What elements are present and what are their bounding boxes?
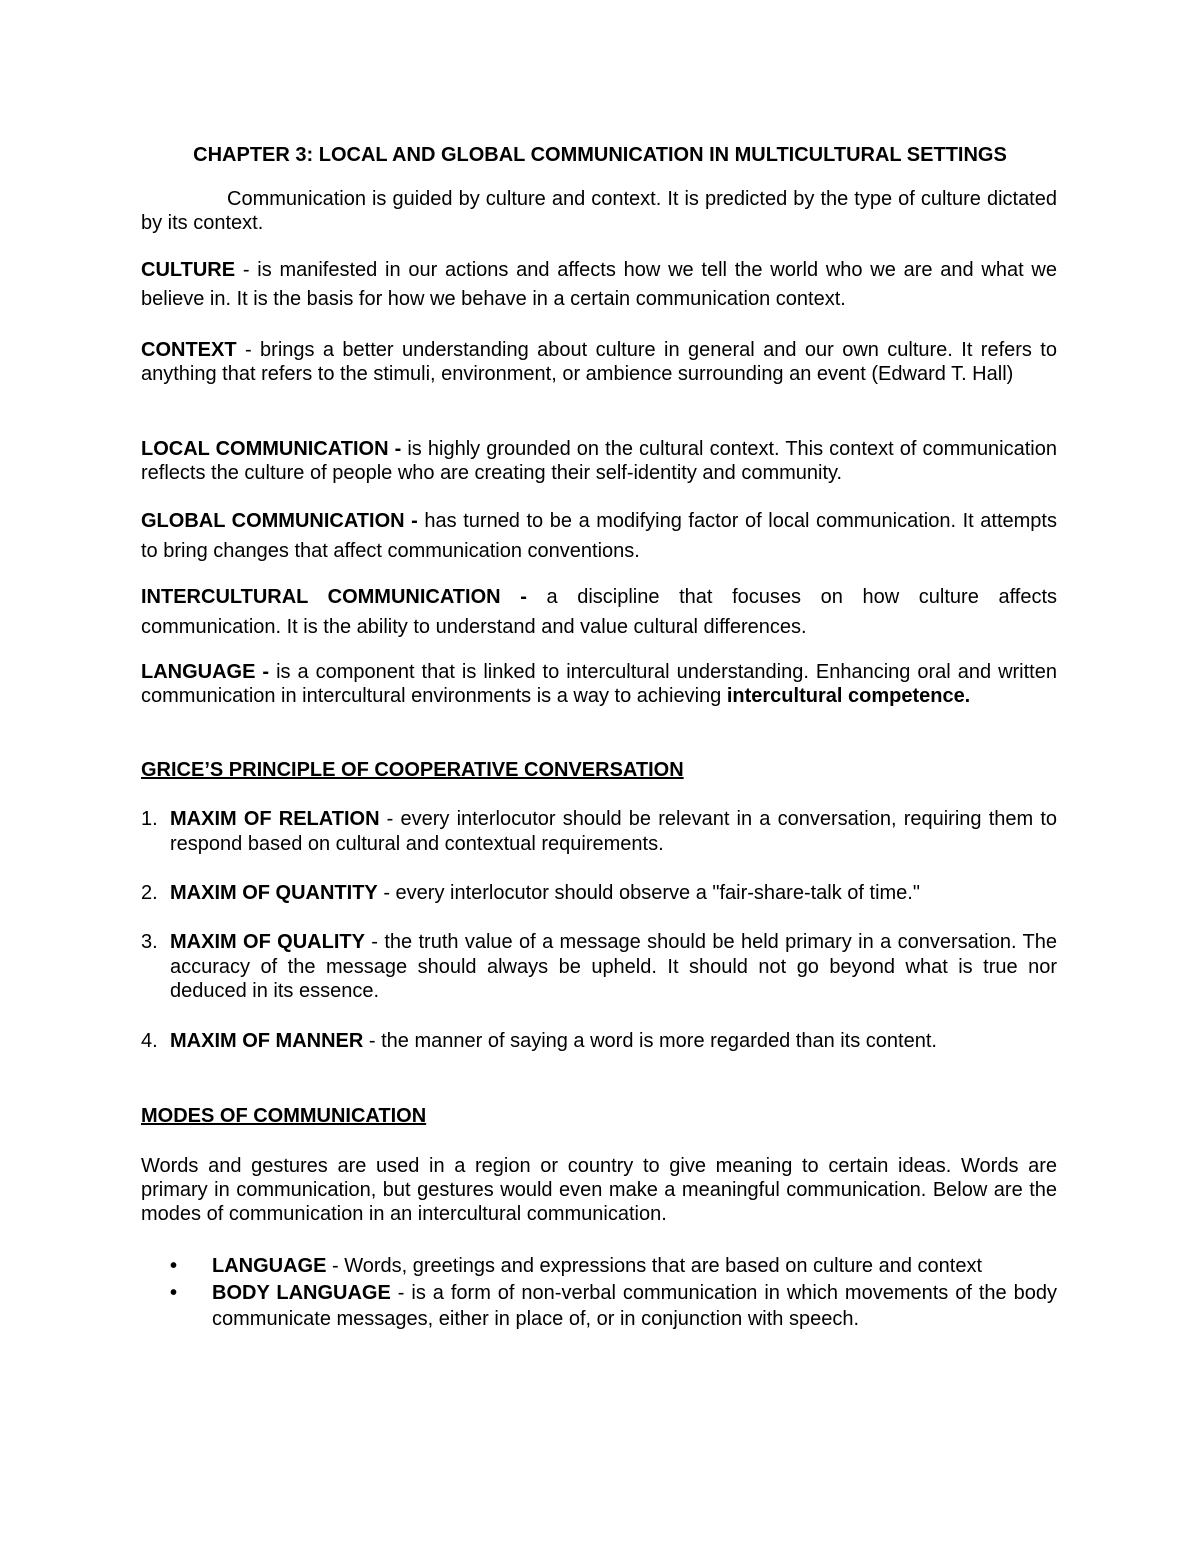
maxim-text: - every interlocutor should be relevant in a conversation, requiring them to respond based on cultural and contextual requirements. xyxy=(170,808,1058,855)
maxim-text: - the truth value of a message should be held primary in a conversation. The accuracy of the message should always be upheld. It should not go beyond what is true nor deduced in its essence. xyxy=(170,931,1057,1002)
mode-term: BODY LANGUAGE xyxy=(212,1282,391,1304)
definition-text: has turned to be a modifying factor of local communication. It attempts to bring changes that affect communication conventions. xyxy=(141,510,1057,562)
intro-paragraph: Communication is guided by culture and context. It is predicted by the type of culture dictated by its context. xyxy=(141,188,1057,234)
definition-global-communication xyxy=(141,506,1057,566)
definition-local-communication xyxy=(141,437,1057,485)
modes-paragraph: Words and gestures are used in a region or country to give meaning to certain ideas. Words are primary in communication, but gestures would even make a meaningful communication. Below are the modes of communication in an intercultural communication. xyxy=(141,1155,1057,1225)
definition-text: brings a better understanding about culture in general and our own culture. It refers to anything that refers to the stimuli, environment, or ambience surrounding an event (Edward T. Hall) xyxy=(141,339,1057,385)
item-number: 4. xyxy=(141,1030,158,1052)
chapter-title: CHAPTER 3: LOCAL AND GLOBAL COMMUNICATION IN MULTICULTURAL SETTINGS xyxy=(193,144,1007,166)
term-global-communication: GLOBAL COMMUNICATION - xyxy=(141,510,418,532)
mode-bullet-item xyxy=(170,1253,1057,1279)
bullet-icon: • xyxy=(170,1282,178,1304)
term-local-communication: LOCAL COMMUNICATION - xyxy=(141,438,402,460)
maxim-item xyxy=(141,930,1057,1004)
grice-heading: GRICE’S PRINCIPLE OF COOPERATIVE CONVERSATION xyxy=(141,759,684,781)
maxim-term: MAXIM OF QUALITY xyxy=(170,931,365,953)
definition-context: CONTEXT - brings a better understanding about culture in general and our own culture. It refers to anything that refers to the stimuli, environment, or ambience surrounding an event (Edward T. Hall) xyxy=(141,339,1057,385)
mode-term: LANGUAGE xyxy=(212,1255,327,1277)
term-context: CONTEXT xyxy=(141,339,237,361)
maxim-item xyxy=(141,881,1057,906)
maxim-item xyxy=(141,807,1057,856)
modes-heading: MODES OF COMMUNICATION xyxy=(141,1105,427,1127)
mode-text: - is a form of non-verbal communication in which movements of the body communicate messages, either in place of, or in conjunction with speech. xyxy=(212,1282,1058,1330)
definition-language xyxy=(141,660,1057,708)
definition-text: is manifested in our actions and affects how we tell the world who we are and what we believe in. It is the basis for how we behave in a certain communication context. xyxy=(141,259,1057,310)
definition-text: a discipline that focuses on how culture affects communication. It is the ability to understand and value cultural differences. xyxy=(141,586,1058,638)
mode-bullet-item xyxy=(170,1280,1057,1332)
definition-intercultural-communication xyxy=(141,582,1057,642)
item-number: 2. xyxy=(141,882,158,904)
definition-culture: CULTURE - is manifested in our actions and affects how we tell the world who we are and what we believe in. It is the basis for how we behave in a certain communication context. xyxy=(141,259,1057,310)
term-language: LANGUAGE - xyxy=(141,661,270,683)
maxim-text: - the manner of saying a word is more regarded than its content. xyxy=(363,1030,937,1052)
term-culture: CULTURE xyxy=(141,259,236,281)
mode-text: - Words, greetings and expressions that are based on culture and context xyxy=(326,1255,983,1277)
item-number: 3. xyxy=(141,931,158,953)
maxim-term: MAXIM OF RELATION xyxy=(170,808,380,830)
maxim-text: - every interlocutor should observe a "fair-share-talk of time." xyxy=(377,882,920,904)
intercultural-competence-emphasis: intercultural competence. xyxy=(726,685,971,707)
term-intercultural-communication: INTERCULTURAL COMMUNICATION - xyxy=(141,586,527,608)
definition-text: is highly grounded on the cultural context. This context of communication reflects the culture of people who are creating their self-identity and community. xyxy=(141,438,1057,484)
item-number: 1. xyxy=(141,808,158,830)
maxim-term: MAXIM OF QUANTITY xyxy=(170,882,378,904)
definition-text: is a component that is linked to intercultural understanding. Enhancing oral and written communication in intercultural environments is a way to achieving xyxy=(141,661,1057,707)
maxim-term: MAXIM OF MANNER xyxy=(170,1030,364,1052)
maxim-item xyxy=(141,1029,1057,1054)
bullet-icon: • xyxy=(170,1255,178,1277)
